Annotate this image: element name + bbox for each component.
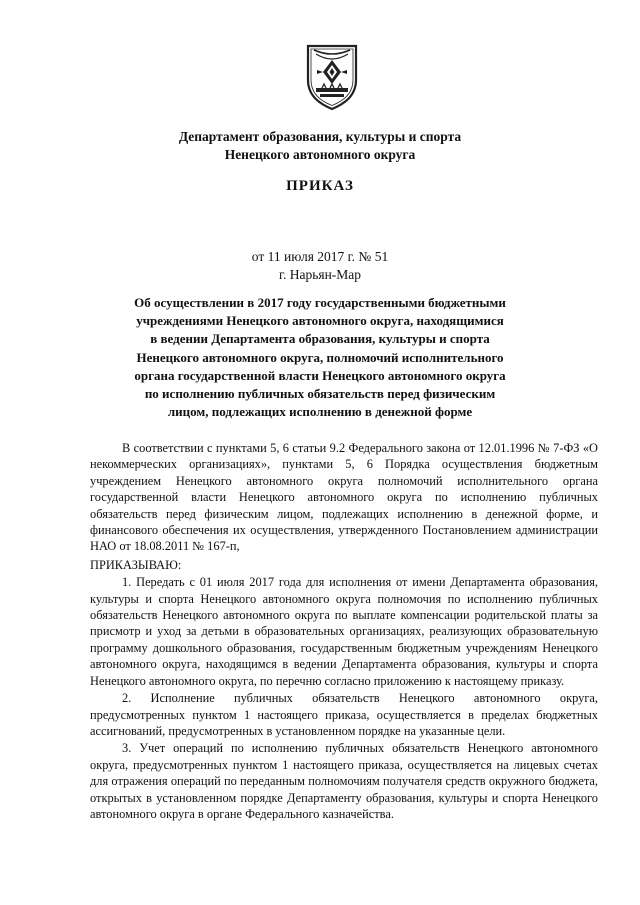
order-body (90, 440, 598, 822)
title-line: Об осуществлении в 2017 году государственными бюджетными (134, 295, 506, 310)
order-item-3: 3. Учет операций по исполнению публичных обязательств Ненецкого автономного округа, предусмотренных пунктом 1 настоящего приказа, осуществляется на лицевых счетах для отражения операций по переданным полномочиям получателя средств окружного бюджета, открытых в установленном порядке Департаменту образования, культуры и спорта Ненецкого автономного округа в органе Федерального казначейства. (90, 741, 598, 821)
preamble-paragraph: В соответствии с пунктами 5, 6 статьи 9.2 Федерального закона от 12.01.1996 № 7-ФЗ «О некоммерческих организациях», пунктами 5, 6 Порядка осуществления бюджетным учреждением Ненецкого автономного округа полномочий исполнительного органа государственной власти Ненецкого автономного округа по исполнению публичных обязательств перед физическим лицом, подлежащих исполнению в денежной форме, и финансового обеспечения их осуществления, утвержденного Постановлением администрации НАО от 18.08.2011 № 167-п, (90, 441, 598, 554)
date-place (0, 248, 640, 284)
order-item-1: 1. Передать с 01 июля 2017 года для исполнения от имени Департамента образования, культуры и спорта Ненецкого автономного округа полномочия по исполнению публичных обязательств Ненецкого автономного округа по выплате компенсации родительской платы за присмотр и уход за детьми в образовательных организациях, реализующих образовательную программу дошкольного образования, государственным бюджетным учреждениям Ненецкого автономного округа, находящимся в ведении Департамента образования, культуры и спорта Ненецкого автономного округа, по перечню согласно приложению к настоящему приказу. (90, 575, 598, 688)
document-type: ПРИКАЗ (286, 178, 354, 194)
title-line: органа государственной власти Ненецкого автономного округа (134, 367, 506, 383)
department-line-1: Департамент образования, культуры и спорта (178, 129, 462, 144)
title-line: по исполнению публичных обязательств перед физическим (144, 386, 496, 402)
title-line: Ненецкого автономного округа, полномочий исполнительного (136, 349, 504, 365)
order-title (0, 294, 640, 421)
order-item-2: 2. Исполнение публичных обязательств Ненецкого автономного округа, предусмотренных пунктом 1 настоящего приказа, осуществляется в пределах бюджетных ассигнований, предусмотренных в установленном порядке на указанные цели. (90, 691, 598, 738)
nao-coat-of-arms-icon (302, 40, 362, 112)
order-date-number: от 11 июля 2017 г. № 51 (251, 249, 389, 264)
department-line-2: Ненецкого автономного округа (224, 147, 416, 162)
title-line: учреждениями Ненецкого автономного округа, находящимися (136, 313, 504, 329)
order-place: г. Нарьян-Мар (278, 267, 362, 282)
title-line: лицом, подлежащих исполнению в денежной форме (167, 404, 473, 420)
title-line: в ведении Департамента образования, культуры и спорта (150, 331, 490, 347)
order-word: ПРИКАЗЫВАЮ: (90, 557, 182, 572)
department-name (0, 128, 640, 164)
